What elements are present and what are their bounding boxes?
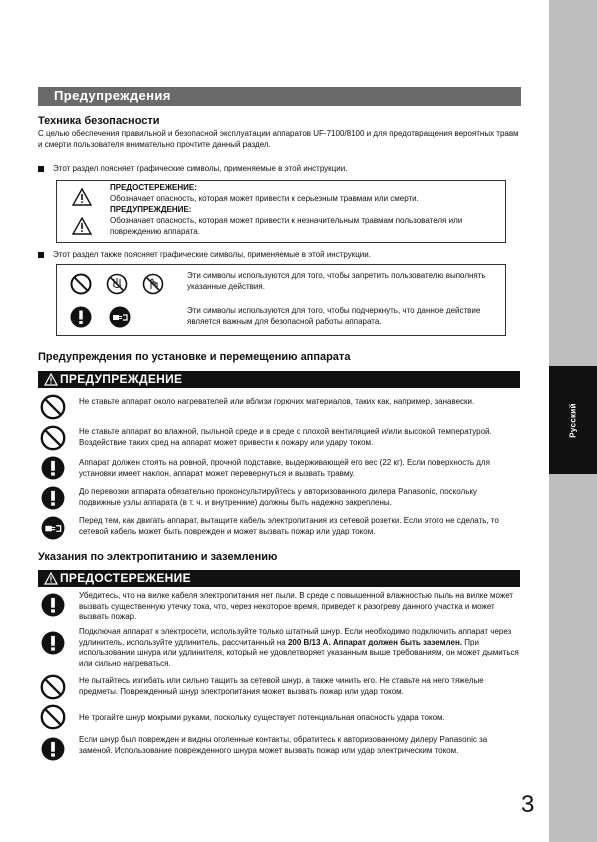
install-item-4: До перевозки аппарата обязательно проконсультируйтесь у авторизованного дилера Panasonic, поскольку подвижные узлы аппарата (в т. ч. и внутренние) должны быть надежно закреплены. [79, 487, 477, 507]
warning-title: ПРЕДУПРЕЖДЕНИЕ: [110, 205, 192, 214]
mandatory-icon [41, 456, 65, 480]
language-tab-label: Русский [568, 402, 578, 438]
power-item-2-part-a: Подключая аппарат к электросети, используйте только штатный шнур. Если необходимо подключить аппарат через удлинитель, используйте удлинитель, рассчитанный на [79, 627, 512, 647]
caution-text: Обозначает опасность, которая может привести к серьезным травмам или смерти. [110, 194, 419, 203]
power-item-2 [79, 627, 521, 669]
no-touch-icon [142, 273, 164, 295]
section-title: Предупреждения [54, 88, 171, 103]
power-item-2-part-b: При использовании шнура или удлинителя, который не удовлетворяет указанным выше требованиям, он может дымиться или сильно нагреваться. [79, 637, 519, 668]
action-symbols-box [56, 264, 506, 336]
mandatory-icon [41, 737, 65, 761]
power-item-3: Не пытайтесь изгибать или сильно тащить за сетевой шнур, а также чинить его. Не ставьте на него тяжелые предметы. Поврежденный шнур электропитания может вызвать пожар или удар током. [79, 676, 484, 696]
install-warning-bar [38, 371, 520, 388]
prohibit-icon [70, 273, 92, 295]
power-caution-bar [38, 570, 520, 587]
warning-triangle-icon [72, 217, 92, 235]
safety-heading: Техника безопасности [38, 115, 160, 127]
caution-triangle-icon [44, 572, 58, 585]
caution-triangle-icon [72, 188, 92, 206]
power-item-2-bold: 200 В/13 А. Аппарат должен быть заземлен. [287, 637, 463, 647]
safety-bullet-2: Этот раздел также поясняет графические символы, применяемые в этой инструкции. [53, 250, 371, 259]
unplug-icon [41, 516, 65, 540]
install-item-5: Перед тем, как двигать аппарат, вытащите кабель электропитания из сетевой розетки. Если этого не сделать, то сетевой кабель может быть поврежден и может вызвать пожар или удар током. [79, 516, 499, 536]
hazard-symbols-box [56, 180, 506, 243]
mandatory-text: Эти символы используются для того, чтобы подчеркнуть, что данное действие является важным для безопасной работы аппарата. [187, 306, 481, 326]
caution-title: ПРЕДОСТЕРЕЖЕНИЕ: [110, 183, 197, 192]
prohibit-icon [40, 704, 66, 730]
install-item-3: Аппарат должен стоять на ровной, прочной подставке, выдерживающей его вес (22 кг). Если поверхность для установки имеет наклон, аппарат может перевернуться и вызвать травму. [79, 458, 490, 478]
safety-intro: С целью обеспечения правильной и безопасной эксплуатации аппаратов UF-7100/8100 и для предотвращения вероятных травм и смерти пользователя внимательно прочтите данный раздел. [38, 129, 519, 149]
section-title-bar [38, 87, 521, 106]
mandatory-icon [41, 486, 65, 510]
install-warning-label: ПРЕДУПРЕЖДЕНИЕ [60, 372, 183, 386]
prohibit-text: Эти символы используются для того, чтобы запретить пользователю выполнять указанные действия. [187, 271, 486, 291]
prohibit-icon [40, 674, 66, 700]
warning-text: Обозначает опасность, которая может привести к незначительным травмам пользователя или повреждению аппарата. [110, 216, 463, 236]
no-disassembly-icon [106, 273, 128, 295]
install-heading: Предупреждения по установке и перемещению аппарата [38, 351, 351, 363]
unplug-icon [109, 306, 131, 328]
page-number: 3 [521, 791, 535, 818]
warning-triangle-icon [44, 373, 58, 386]
mandatory-icon [41, 593, 65, 617]
language-tab [549, 366, 597, 474]
power-item-5: Если шнур был поврежден и видны оголенные контакты, обратитесь к авторизованному дилеру Panasonic за заменой. Использование поврежденного шнура может вызвать пожар или удар электрическим током. [79, 735, 488, 755]
power-item-4: Не трогайте шнур мокрыми руками, поскольку существует потенциальная опасность удара током. [79, 713, 445, 722]
power-heading: Указания по электропитанию и заземлению [38, 551, 278, 563]
prohibit-icon [40, 425, 66, 451]
bullet-marker [38, 252, 44, 258]
safety-bullet-1: Этот раздел поясняет графические символы, применяемые в этой инструкции. [53, 164, 348, 173]
install-item-2: Не ставьте аппарат во влажной, пыльной среде и в среде с плохой вентиляцией и/или высокой температурой. Воздействие таких сред на аппарат может привести к пожару или удару током. [79, 427, 492, 447]
prohibit-icon [40, 394, 66, 420]
mandatory-icon [41, 631, 65, 655]
mandatory-icon [70, 306, 92, 328]
install-item-1: Не ставьте аппарат около нагревателей или вблизи горючих материалов, таких как, например, занавески. [79, 397, 475, 406]
bullet-marker [38, 166, 44, 172]
power-caution-label: ПРЕДОСТЕРЕЖЕНИЕ [60, 571, 191, 585]
power-item-1: Убедитесь, что на вилке кабеля электропитания нет пыли. В среде с повышенной влажностью пыль на вилке может вызвать существенную утечку тока, что, через некоторое время, приведет к разогреву данного участка и может вызвать пожар. [79, 591, 514, 621]
